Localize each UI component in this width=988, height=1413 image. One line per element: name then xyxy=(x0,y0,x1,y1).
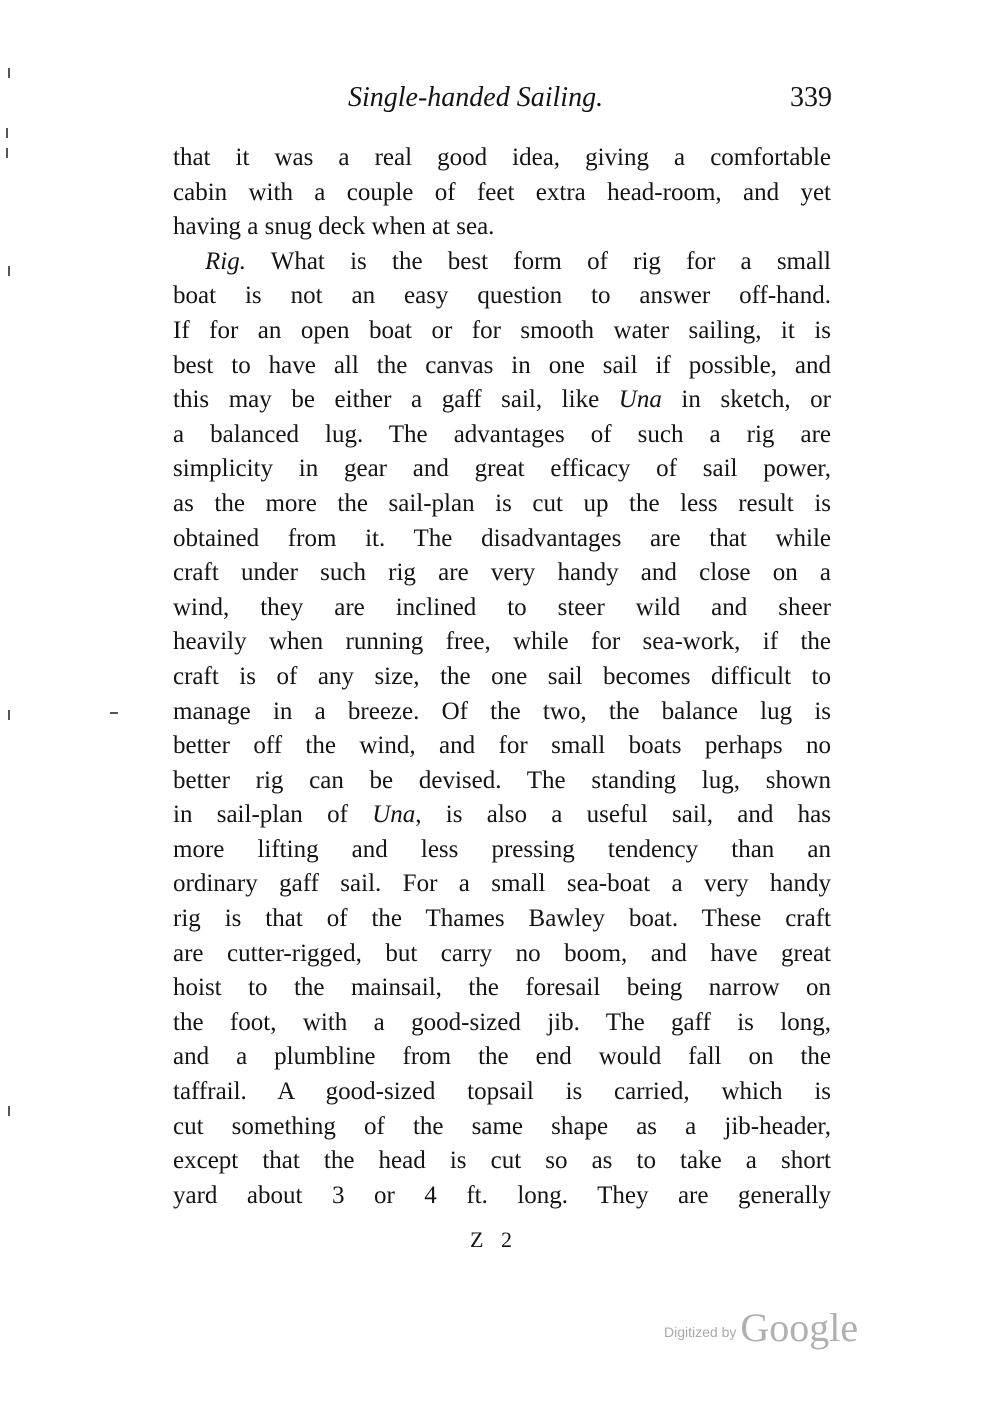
text-line: a balanced lug. The advantages of such a rig are xyxy=(173,420,831,448)
section-lead-rig: Rig. xyxy=(205,247,246,275)
text-line: the foot, with a good-sized jib. The gaff is long, xyxy=(173,1008,831,1036)
text-fragment: in sketch, or xyxy=(661,386,831,414)
scan-mark xyxy=(110,712,118,714)
text-line: are cutter-rigged, but carry no boom, and have great xyxy=(173,939,831,967)
digitized-watermark xyxy=(664,1304,858,1351)
text-line: manage in a breeze. Of the two, the balance lug is xyxy=(173,697,831,725)
page-header xyxy=(172,82,832,122)
text-line: craft under such rig are very handy and close on a xyxy=(173,559,831,587)
scan-mark xyxy=(6,148,8,158)
page-body xyxy=(173,141,831,1213)
text-line xyxy=(173,383,831,418)
scan-mark xyxy=(8,68,10,78)
running-title: Single-handed Sailing. xyxy=(348,82,604,113)
text-line: obtained from it. The disadvantages are that while xyxy=(173,524,831,552)
scan-mark xyxy=(6,128,8,138)
text-line: cabin with a couple of feet extra head-room, and yet xyxy=(173,178,831,206)
google-logo: Google xyxy=(740,1305,859,1350)
text-line: better rig can be devised. The standing lug, shown xyxy=(173,766,831,794)
scan-mark xyxy=(8,1106,10,1116)
scan-mark xyxy=(8,266,10,276)
text-line xyxy=(173,245,831,280)
text-line: and a plumbline from the end would fall on the xyxy=(173,1043,831,1071)
text-line: better off the wind, and for small boats perhaps no xyxy=(173,732,831,760)
text-line: simplicity in gear and great efficacy of sail power, xyxy=(173,455,831,483)
boat-name-una: Una xyxy=(618,386,662,414)
text-line-rest: What is the best form of rig for a small xyxy=(245,247,831,275)
text-line: yard about 3 or 4 ft. long. They are generally xyxy=(173,1181,831,1209)
text-line: craft is of any size, the one sail becomes difficult to xyxy=(173,662,831,690)
boat-name-una: Una xyxy=(372,801,416,829)
text-line: as the more the sail-plan is cut up the less result is xyxy=(173,489,831,517)
scan-mark xyxy=(8,710,10,720)
text-line: If for an open boat or for smooth water sailing, it is xyxy=(173,316,831,344)
text-line: having a snug deck when at sea. xyxy=(173,213,495,241)
text-fragment: in sail-plan of xyxy=(173,801,373,829)
text-line: boat is not an easy question to answer off-hand. xyxy=(173,282,831,310)
text-line: cut something of the same shape as a jib-header, xyxy=(173,1112,831,1140)
text-line: hoist to the mainsail, the foresail being narrow on xyxy=(173,974,831,1002)
text-line: wind, they are inclined to steer wild and sheer xyxy=(173,593,831,621)
watermark-prefix: Digitized by xyxy=(664,1324,737,1340)
text-line: ordinary gaff sail. For a small sea-boat a very handy xyxy=(173,870,831,898)
text-line: taffrail. A good-sized topsail is carried, which is xyxy=(173,1078,831,1106)
text-line: rig is that of the Thames Bawley boat. These craft xyxy=(173,905,831,933)
text-line: that it was a real good idea, giving a comfortable xyxy=(173,144,831,171)
signature-mark: Z 2 xyxy=(470,1227,518,1252)
text-line xyxy=(173,798,831,833)
text-line: best to have all the canvas in one sail if possible, and xyxy=(173,351,831,379)
text-fragment: this may be either a gaff sail, like xyxy=(173,386,619,414)
text-line: except that the head is cut so as to take a short xyxy=(173,1147,831,1175)
text-fragment: , is also a useful sail, and has xyxy=(415,801,831,829)
text-line: more lifting and less pressing tendency than an xyxy=(173,835,831,863)
text-line: heavily when running free, while for sea-work, if the xyxy=(173,628,831,656)
page-number: 339 xyxy=(790,82,832,113)
